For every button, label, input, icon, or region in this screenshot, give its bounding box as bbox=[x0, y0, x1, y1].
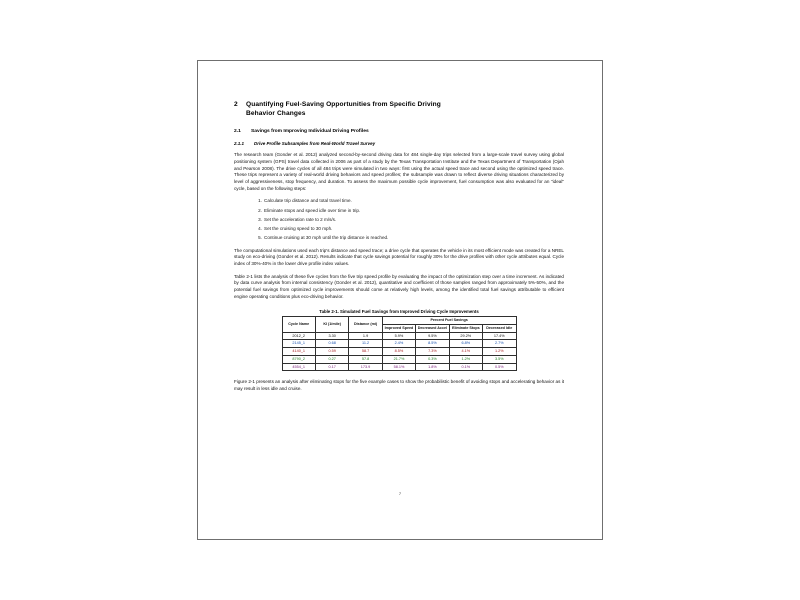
cell-distance: 173.9 bbox=[349, 363, 382, 371]
cell-decreased-accel: 9.5% bbox=[416, 332, 449, 340]
section-number: 2 bbox=[234, 101, 238, 108]
table-row bbox=[282, 340, 516, 348]
subsection-number: 2.1 bbox=[234, 128, 241, 134]
table-row bbox=[282, 363, 516, 371]
document-page bbox=[197, 60, 603, 540]
column-header-ki: KI (1/mile) bbox=[315, 317, 348, 332]
cell-cycle-name: 4554_1 bbox=[282, 363, 315, 371]
column-header-eliminate-stops: Eliminate Stops bbox=[449, 325, 482, 333]
cell-decreased-idle: 2.7% bbox=[483, 340, 516, 348]
list-item: Eliminate stops and speed idle over time in trip. bbox=[264, 207, 361, 213]
cell-decreased-accel: 7.3% bbox=[416, 348, 449, 356]
cell-decreased-idle: 0.5% bbox=[483, 363, 516, 371]
subsection-title: Savings from Improving Individual Driving Profiles bbox=[251, 128, 369, 134]
column-header-decreased-idle: Decreased Idle bbox=[483, 325, 516, 333]
paragraph: Figure 2-1 presents an analysis after eliminating stops for the five example cases to show the probabilistic benefit of avoiding stops and accelerating behavior as it may result in less idle and cruise. bbox=[234, 379, 564, 392]
fuel-savings-table bbox=[282, 316, 517, 371]
table-caption: Table 2-1. Simulated Fuel Savings from Improved Driving Cycle Improvements bbox=[319, 309, 479, 315]
cell-eliminate-stops: 0.1% bbox=[449, 363, 482, 371]
cell-distance: 57.8 bbox=[349, 355, 382, 363]
cell-eliminate-stops: 29.2% bbox=[449, 332, 482, 340]
paragraph: The research team (Gonder et al. 2012) analyzed second-by-second driving data for 484 single-day trips selected from a large-scale travel survey using global positioning system (GPS) travel data collected in 2006 as part of a study by the Texas Transportation Institute and the Texas Department of Transportation (Ojah and Pearson 2008). The drive cycles of all 484 trips were simulated in two ways: first using the actual speed trace and second using the optimized speed trace. These trips represent a variety of real-world driving behaviors and speed profiles; the subsample was drawn to reflect diverse driving situations characterized by level of aggressiveness, stop frequency, and duration. To assess the maximum possible cycle improvement, fuel consumption was also evaluated for an "ideal" cycle, based on the following steps: bbox=[234, 152, 564, 191]
section-title-line1: Quantifying Fuel-Saving Opportunities from Specific Driving bbox=[246, 101, 441, 108]
column-header-improved-speed: Improved Speed bbox=[382, 325, 415, 333]
cell-decreased-idle: 17.4% bbox=[483, 332, 516, 340]
section-heading-level1 bbox=[234, 101, 564, 119]
cell-ki: 0.17 bbox=[315, 363, 348, 371]
cell-eliminate-stops: 1.2% bbox=[449, 355, 482, 363]
column-header-cycle-name: Cycle Name bbox=[282, 317, 315, 332]
cell-cycle-name: 4140_1 bbox=[282, 348, 315, 356]
cell-cycle-name: 2145_1 bbox=[282, 340, 315, 348]
cell-ki: 0.27 bbox=[315, 355, 348, 363]
cell-ki: 3.30 bbox=[315, 332, 348, 340]
table-row bbox=[282, 332, 516, 340]
cell-ki: 0.68 bbox=[315, 340, 348, 348]
cell-distance: 58.7 bbox=[349, 348, 382, 356]
cell-improved-speed: 8.5% bbox=[382, 348, 415, 356]
list-item: Set the acceleration rate to 2 m/s/s. bbox=[264, 216, 337, 222]
list-item: Continue cruising at 30 mph until the trip distance is reached. bbox=[264, 234, 389, 240]
cell-decreased-accel: 1.8% bbox=[416, 363, 449, 371]
table-row bbox=[282, 348, 516, 356]
cell-decreased-idle: 1.2% bbox=[483, 348, 516, 356]
section-title-line2: Behavior Changes bbox=[246, 109, 306, 117]
column-group-header-percent-fuel-savings: Percent Fuel Savings bbox=[382, 317, 516, 325]
column-header-decreased-accel: Decreased Accel bbox=[416, 325, 449, 333]
section-heading-level2 bbox=[234, 128, 564, 135]
section-heading-level3 bbox=[234, 141, 564, 148]
numbered-step-list bbox=[234, 198, 564, 241]
cell-eliminate-stops: 6.8% bbox=[449, 340, 482, 348]
subsubsection-title: Drive Profile Subsamples from Real-World Travel Survey bbox=[254, 140, 376, 146]
list-item: Set the cruising speed to 30 mph. bbox=[264, 225, 333, 231]
cell-improved-speed: 21.7% bbox=[382, 355, 415, 363]
subsubsection-number: 2.1.1 bbox=[234, 140, 245, 146]
page-content bbox=[234, 101, 564, 399]
paragraph: The computational simulations used each trip's distance and speed trace; a drive cycle that operates the vehicle in its most efficient mode was created for a NREL study on eco-driving (Gonder et al. 2012). Results indicate that cycle savings potential for roughly 30% for the drive profiles with other cycle attributes equal. Cycle index of 30%-40% in the lower drive profile index values. bbox=[234, 247, 564, 266]
cell-cycle-name: 8790_2 bbox=[282, 355, 315, 363]
table-header-group-row bbox=[282, 317, 516, 325]
page-number: 7 bbox=[398, 491, 402, 496]
cell-ki: 0.59 bbox=[315, 348, 348, 356]
cell-cycle-name: 2012_2 bbox=[282, 332, 315, 340]
cell-improved-speed: 5.9% bbox=[382, 332, 415, 340]
cell-distance: 1.9 bbox=[349, 332, 382, 340]
cell-distance: 11.2 bbox=[349, 340, 382, 348]
paragraph: Table 2-1 lists the analysis of these five cycles from the five trip speed profile by evaluating the impact of the optimization step over a time increment. As indicated by data curve analysis from internal consistency (Gonder et al. 2012), quantitative and coefficient of those samples ranged from approximately 5%-50%, and the potential fuel savings from optimized cycle improvements should come at relatively high levels, among the identified total fuel savings attributable to efficient engine operating conditions plus eco-driving behavior. bbox=[234, 273, 564, 299]
cell-improved-speed: 2.4% bbox=[382, 340, 415, 348]
table-row bbox=[282, 355, 516, 363]
cell-eliminate-stops: 4.1% bbox=[449, 348, 482, 356]
cell-decreased-accel: 8.5% bbox=[416, 340, 449, 348]
cell-improved-speed: 58.1% bbox=[382, 363, 415, 371]
column-header-distance: Distance (mi) bbox=[349, 317, 382, 332]
cell-decreased-idle: 3.5% bbox=[483, 355, 516, 363]
list-item: Calculate trip distance and total travel time. bbox=[264, 198, 352, 204]
cell-decreased-accel: 0.3% bbox=[416, 355, 449, 363]
